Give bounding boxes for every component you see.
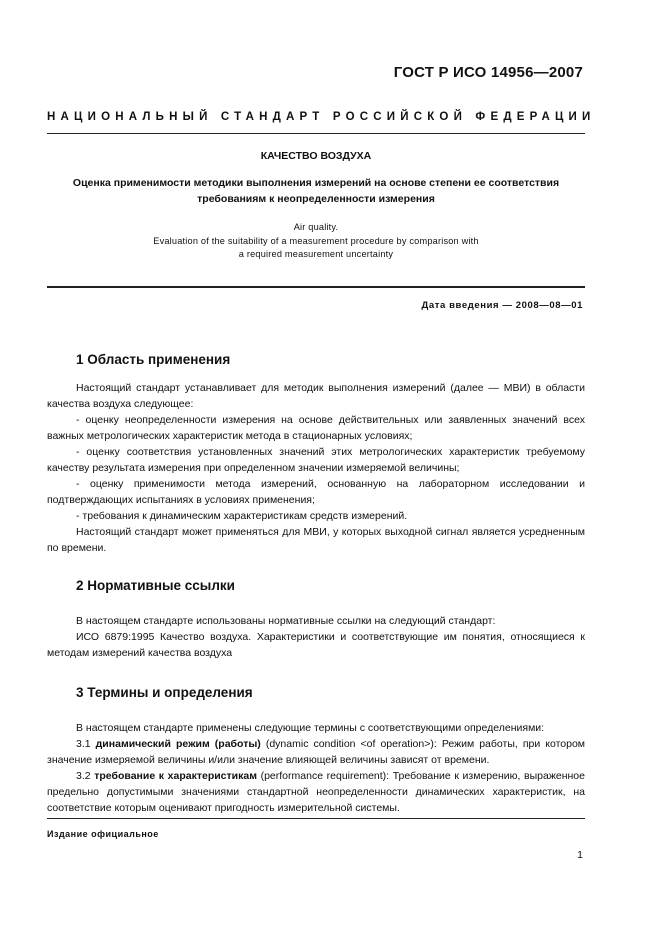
reference-item: ИСО 6879:1995 Качество воздуха. Характеристики и соответствующие им понятия, относящиеся к методам измерений качества воздуха xyxy=(47,631,585,659)
introduction-date: Дата введения — 2008—08—01 xyxy=(421,300,583,311)
term-definition: (performance requirement): Требование к измерению, выраженное предельно допустимыми значениями стандартной неопределенности динамических характеристик, на соответствие которым оценивают пригодность измерительной системы. xyxy=(47,770,585,814)
section-3-heading: 3 Термины и определения xyxy=(76,685,253,700)
document-subtitle xyxy=(47,175,585,207)
section-2-heading: 2 Нормативные ссылки xyxy=(76,578,235,593)
paragraph: В настоящем стандарте использованы нормативные ссылки на следующий стандарт: xyxy=(76,615,496,627)
list-item: - оценку соответствия установленных значений этих метрологических характеристик требуемому качеству результата измерения при определенном значении измеряемой величины; xyxy=(47,446,585,474)
section-2-body xyxy=(47,613,585,661)
title-divider xyxy=(47,286,585,288)
term-definition: (dynamic condition <of operation>): Режим работы, при котором значение измеряемой величины и/или значение влияющей величины зависят от времени. xyxy=(47,738,586,766)
term-number: 3.2 xyxy=(76,770,95,782)
paragraph: Настоящий стандарт устанавливает для методик выполнения измерений (далее — МВИ) в области качества воздуха следующее: xyxy=(47,382,585,410)
footer-divider xyxy=(47,818,585,819)
english-title-line-3: a required measurement uncertainty xyxy=(238,249,394,259)
subtitle-line-2: требованиям к неопределенности измерения xyxy=(197,193,435,205)
edition-note: Издание официальное xyxy=(47,829,159,839)
page-number: 1 xyxy=(577,849,583,861)
top-divider xyxy=(47,133,585,134)
section-3-body xyxy=(47,720,585,816)
national-standard-banner: НАЦИОНАЛЬНЫЙ СТАНДАРТ РОССИЙСКОЙ ФЕДЕРАЦИИ xyxy=(47,111,596,123)
paragraph: Настоящий стандарт может применяться для МВИ, у которых выходной сигнал является усредненным по времени. xyxy=(47,526,585,554)
list-item: - требования к динамическим характеристикам средств измерений. xyxy=(76,510,408,522)
subtitle-line-1: Оценка применимости методики выполнения измерений на основе степени ее соответствия xyxy=(72,177,560,189)
paragraph: В настоящем стандарте применены следующие термины с соответствующими определениями: xyxy=(76,722,545,734)
term-definition-3-2 xyxy=(47,768,585,816)
document-title: КАЧЕСТВО ВОЗДУХА xyxy=(260,150,372,162)
english-title-line-2: Evaluation of the suitability of a measurement procedure by comparison with xyxy=(153,235,479,246)
english-title xyxy=(47,221,585,262)
section-1-body xyxy=(47,380,585,556)
list-item: - оценку неопределенности измерения на основе действительных или заявленных значений всех важных метрологических характеристик метода в стационарных условиях; xyxy=(47,414,585,442)
term-name: требование к характеристикам xyxy=(94,770,257,782)
term-number: 3.1 xyxy=(76,738,96,750)
english-title-line-1: Air quality. xyxy=(293,222,339,232)
term-name: динамический режим (работы) xyxy=(95,738,261,750)
section-1-heading: 1 Область применения xyxy=(76,352,231,367)
list-item: - оценку применимости метода измерений, основанную на лабораторном исследовании и подтверждающих испытаниях в условиях применения; xyxy=(47,478,585,506)
term-definition-3-1 xyxy=(47,736,585,768)
document-code: ГОСТ Р ИСО 14956—2007 xyxy=(393,64,583,81)
